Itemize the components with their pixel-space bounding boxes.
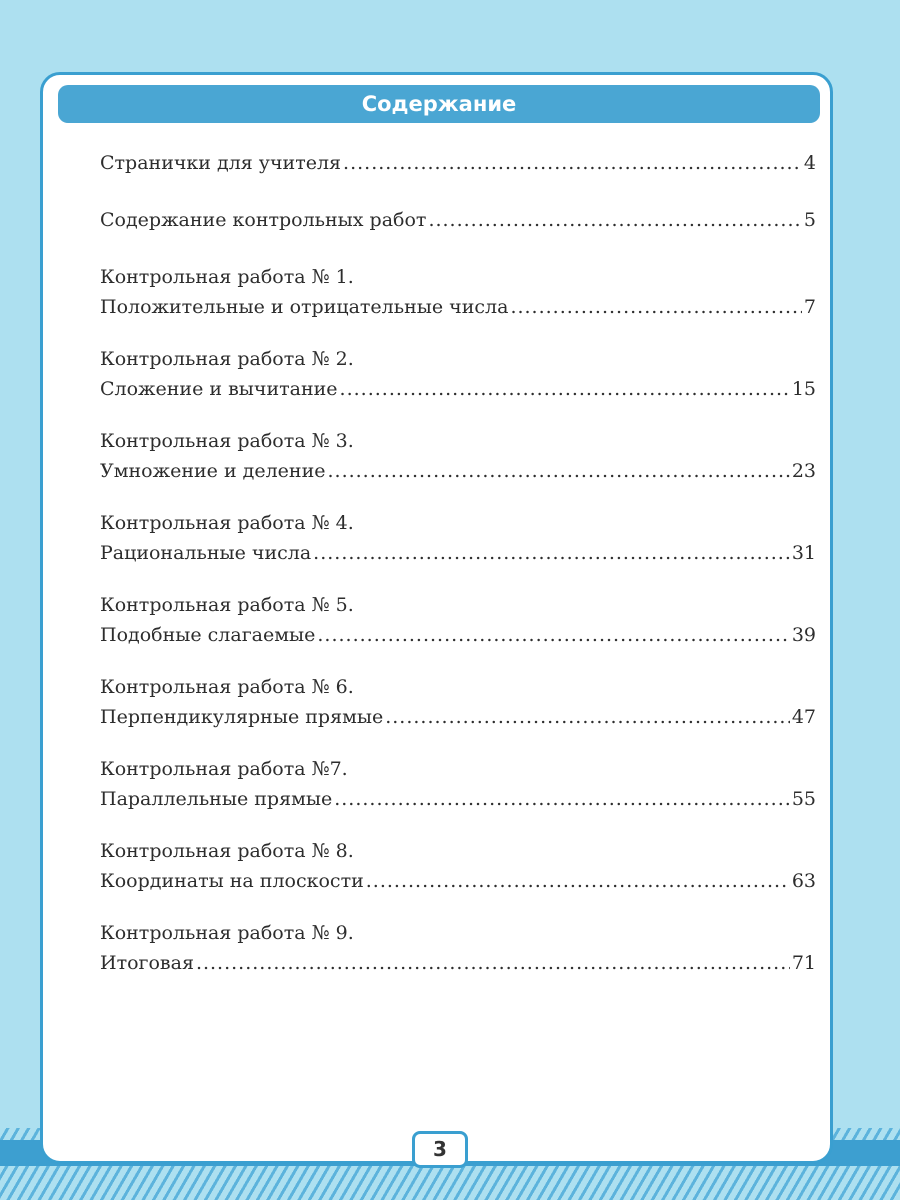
toc-entry-label: Итоговая xyxy=(100,952,194,974)
toc-entry-title: Контрольная работа № 9. xyxy=(100,922,354,944)
toc-entry-page: 4 xyxy=(803,152,816,174)
dot-leader xyxy=(366,866,790,896)
toc-entry-title: Контрольная работа № 8. xyxy=(100,840,354,862)
toc-entry-page: 55 xyxy=(791,788,816,810)
toc-entry-page: 7 xyxy=(803,296,816,318)
toc-entry-title: Контрольная работа № 6. xyxy=(100,676,354,698)
toc-entry-label: Подобные слагаемые xyxy=(100,624,316,646)
page-title: Содержание xyxy=(58,85,820,123)
toc-entry-page: 39 xyxy=(791,624,816,646)
toc-entry-title: Контрольная работа № 1. xyxy=(100,266,354,288)
toc-entry-label: Положительные и отрицательные числа xyxy=(100,296,509,318)
toc-entry[interactable] xyxy=(100,590,816,650)
toc-entry-label: Рациональные числа xyxy=(100,542,312,564)
toc-entry-page: 23 xyxy=(791,460,816,482)
dot-leader xyxy=(327,456,789,486)
toc-entry[interactable] xyxy=(100,754,816,814)
toc-entry[interactable] xyxy=(100,508,816,568)
toc-entry[interactable] xyxy=(100,344,816,404)
dot-leader xyxy=(343,148,802,178)
toc-entry-label: Умножение и деление xyxy=(100,460,326,482)
toc-entry-page: 63 xyxy=(791,870,816,892)
toc-list xyxy=(100,148,816,1000)
toc-entry-page: 5 xyxy=(803,209,816,231)
toc-entry-title: Контрольная работа № 2. xyxy=(100,348,354,370)
toc-entry-page: 15 xyxy=(791,378,816,400)
toc-entry-title: Контрольная работа № 4. xyxy=(100,512,354,534)
toc-entry-page: 47 xyxy=(791,706,816,728)
toc-entry-label: Содержание контрольных работ xyxy=(100,209,427,231)
toc-entry[interactable] xyxy=(100,672,816,732)
toc-entry[interactable] xyxy=(100,836,816,896)
toc-entry[interactable] xyxy=(100,262,816,322)
dot-leader xyxy=(313,538,790,568)
dot-leader xyxy=(340,374,790,404)
toc-entry[interactable] xyxy=(100,426,816,486)
toc-entry-title: Контрольная работа № 5. xyxy=(100,594,354,616)
toc-entry-page: 71 xyxy=(791,952,816,974)
toc-entry-label: Странички для учителя xyxy=(100,152,342,174)
dot-leader xyxy=(334,784,790,814)
toc-entry[interactable] xyxy=(100,918,816,978)
dot-leader xyxy=(510,292,801,322)
toc-entry[interactable] xyxy=(100,205,816,235)
toc-entry[interactable] xyxy=(100,148,816,178)
toc-entry-page: 31 xyxy=(791,542,816,564)
toc-entry-label: Сложение и вычитание xyxy=(100,378,338,400)
dot-leader xyxy=(428,205,801,235)
dot-leader xyxy=(317,620,789,650)
dot-leader xyxy=(385,702,790,732)
toc-entry-title: Контрольная работа №7. xyxy=(100,758,348,780)
page-number: 3 xyxy=(412,1131,468,1168)
toc-entry-label: Перпендикулярные прямые xyxy=(100,706,384,728)
dot-leader xyxy=(196,948,790,978)
toc-entry-title: Контрольная работа № 3. xyxy=(100,430,354,452)
toc-entry-label: Параллельные прямые xyxy=(100,788,333,810)
toc-entry-label: Координаты на плоскости xyxy=(100,870,364,892)
